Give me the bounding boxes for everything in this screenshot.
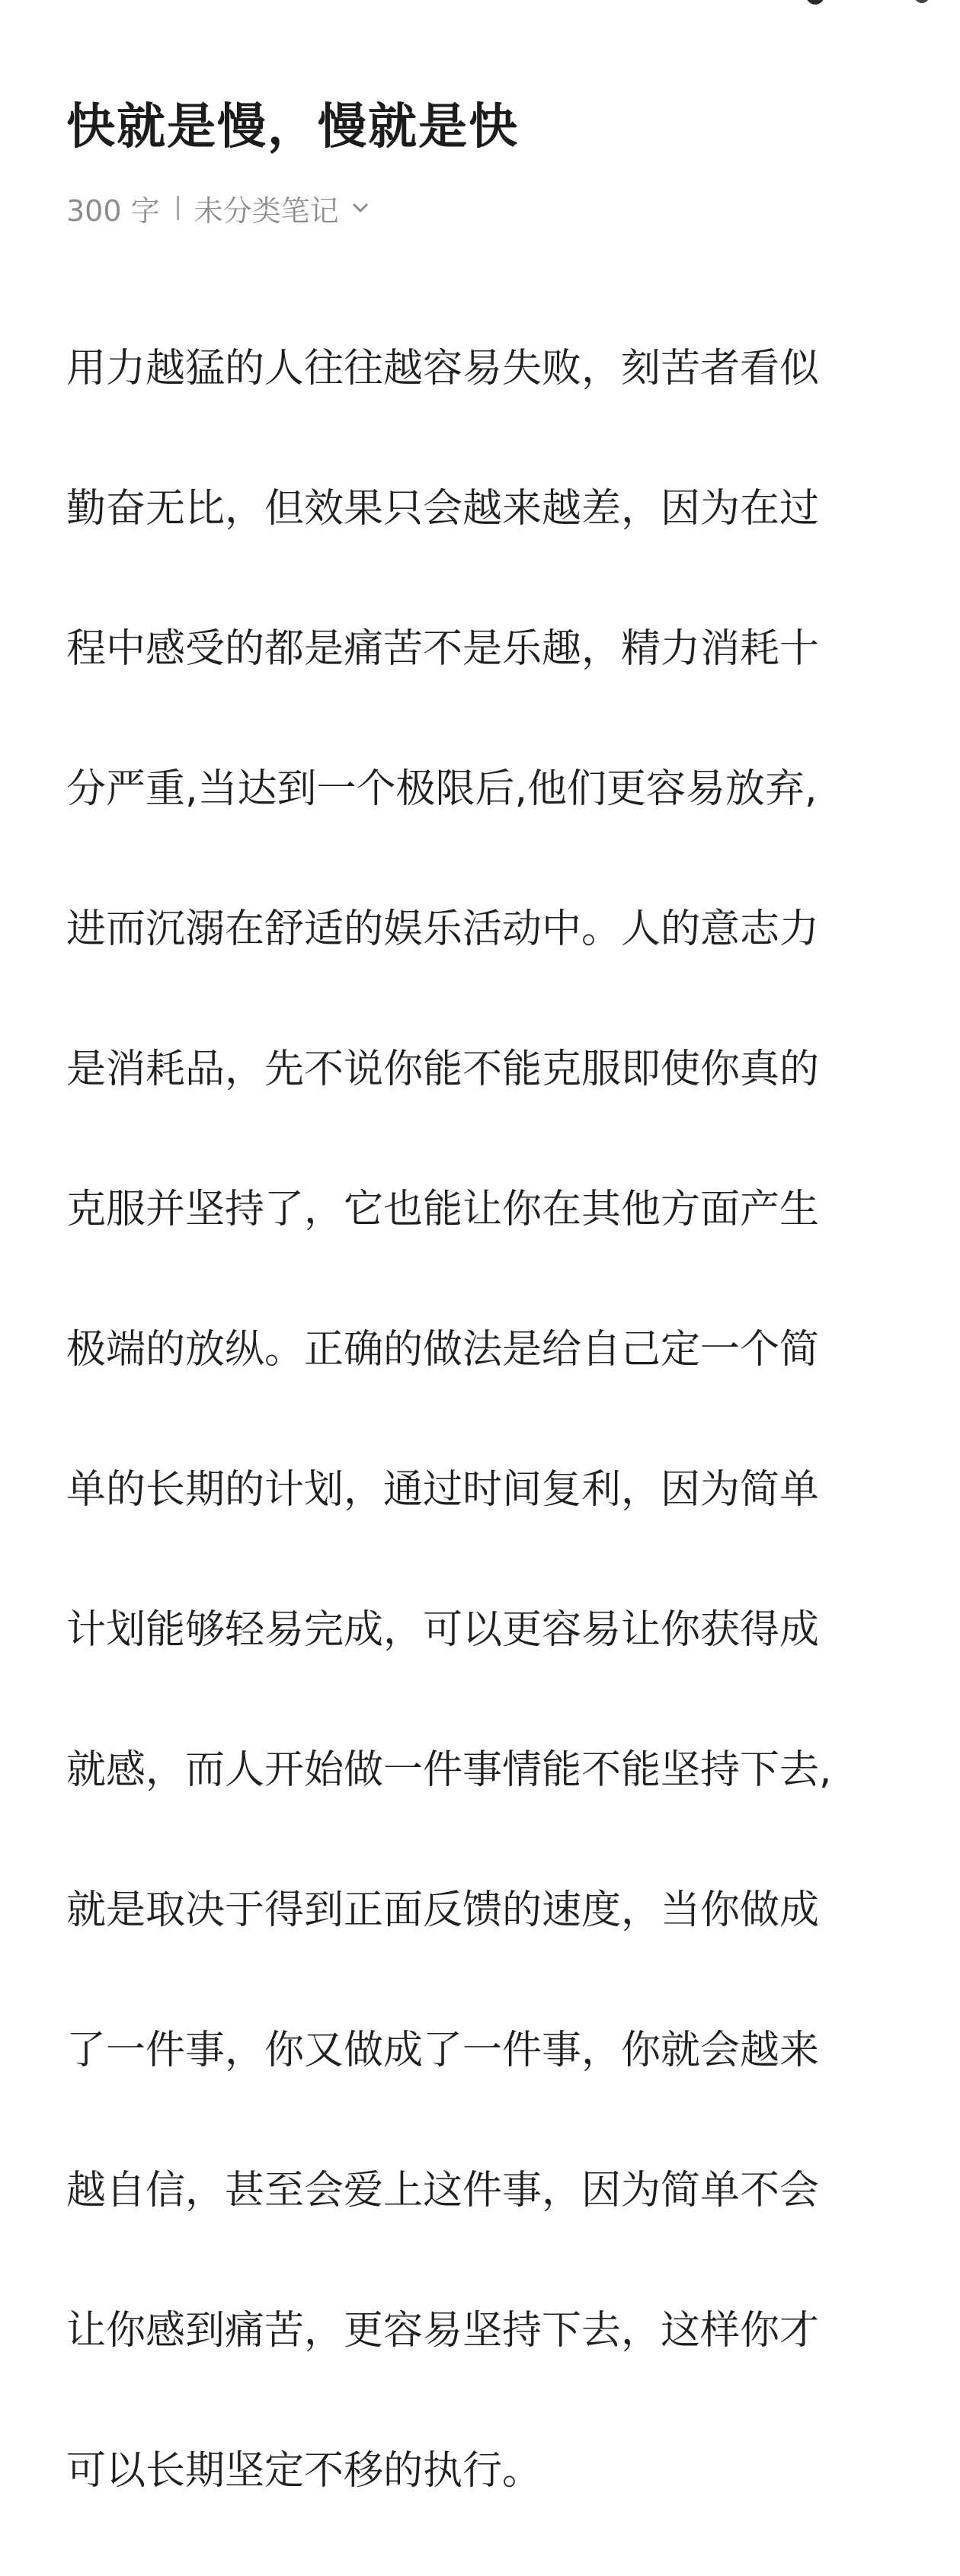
body-line: 分严重,当达到一个极限后,他们更容易放弃, xyxy=(66,766,818,812)
note-meta xyxy=(66,187,371,229)
body-line: 克服并坚持了，它也能让你在其他方面产生 xyxy=(66,1187,820,1232)
body-line: 单的长期的计划，通过时间复利，因为简单 xyxy=(66,1467,820,1513)
category-selector[interactable] xyxy=(194,187,371,229)
status-icon xyxy=(806,0,824,5)
note-body[interactable] xyxy=(66,264,897,2576)
body-line: 勤奋无比，但效果只会越来越差，因为在过 xyxy=(66,486,820,532)
body-line: 可以长期坚定不移的执行。 xyxy=(66,2448,542,2494)
body-line: 了一件事，你又做成了一件事，你就会越来 xyxy=(66,2028,820,2073)
body-line: 就感，而人开始做一件事情能不能坚持下去, xyxy=(66,1747,832,1793)
body-line: 极端的放纵。正确的做法是给自己定一个简 xyxy=(66,1327,820,1373)
body-line: 越自信，甚至会爱上这件事，因为简单不会 xyxy=(66,2168,820,2213)
status-icon xyxy=(914,0,930,3)
chevron-down-icon xyxy=(350,197,371,219)
body-line: 是消耗品，先不说你能不能克服即使你真的 xyxy=(66,1047,820,1092)
body-line: 程中感受的都是痛苦不是乐趣，精力消耗十 xyxy=(66,626,820,672)
body-line: 让你感到痛苦，更容易坚持下去，这样你才 xyxy=(66,2308,820,2354)
note-title[interactable]: 快就是慢，慢就是快 xyxy=(66,99,519,155)
category-label: 未分类笔记 xyxy=(194,193,339,228)
status-bar xyxy=(762,0,960,6)
meta-divider xyxy=(177,196,179,220)
word-count: 300 字 xyxy=(66,193,160,228)
body-line: 计划能够轻易完成，可以更容易让你获得成 xyxy=(66,1607,820,1653)
body-line: 进而沉溺在舒适的娱乐活动中。人的意志力 xyxy=(66,906,820,952)
body-line: 用力越猛的人往往越容易失败，刻苦者看似 xyxy=(66,346,820,392)
body-line: 就是取决于得到正面反馈的速度，当你做成 xyxy=(66,1887,820,1933)
